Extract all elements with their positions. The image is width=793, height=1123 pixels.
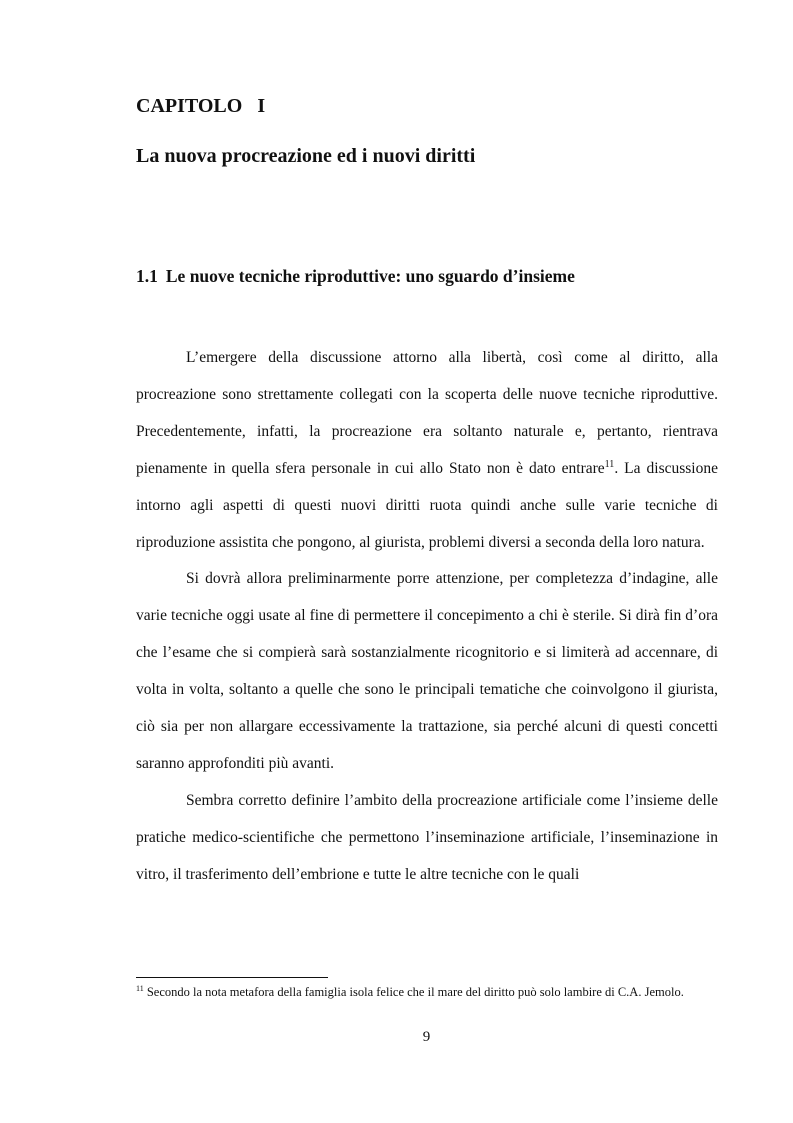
footnote <box>136 984 718 1000</box>
paragraph-1-text: L’emergere della discussione attorno alla libertà, così come al diritto, alla procreazione sono strettamente collegati con la scoperta delle nuove tecniche riproduttive. Precedentemente, infatti, la procreazione era soltanto naturale e, pertanto, rientrava pienamente in quella sfera personale in cui allo Stato non è dato entrare <box>136 349 718 477</box>
page-number: 9 <box>422 1029 431 1045</box>
body-text <box>136 340 718 894</box>
paragraph-3: Sembra corretto definire l’ambito della procreazione artificiale come l’insieme delle pratiche medico-scientifiche che permettono l’inseminazione artificiale, l’inseminazione in vitro, il trasferimento dell’embrione e tutte le altre tecniche con le quali <box>136 791 718 883</box>
footnote-divider <box>136 977 328 978</box>
chapter-title: La nuova procreazione ed i nuovi diritti <box>136 145 476 167</box>
section-heading <box>136 266 575 287</box>
chapter-label: CAPITOLO I <box>136 95 266 117</box>
footnote-text: Secondo la nota metafora della famiglia isola felice che il mare del diritto può solo lambire di C.A. Jemolo. <box>143 985 684 999</box>
footnote-reference[interactable]: 11 <box>604 458 615 470</box>
paragraph-1 <box>136 340 718 561</box>
section-title: Le nuove tecniche riproduttive: uno sguardo d’insieme <box>165 266 575 286</box>
footnote-number: 11 <box>136 983 144 993</box>
paragraph-1-continuation: . La discussione intorno agli aspetti di questi nuovi diritti ruota quindi anche sulle varie tecniche di riproduzione assistita che pongono, al giurista, problemi diversi a seconda della loro natura. <box>136 459 718 551</box>
paragraph-2: Si dovrà allora preliminarmente porre attenzione, per completezza d’indagine, alle varie tecniche oggi usate al fine di permettere il concepimento a chi è sterile. Si dirà fin d’ora che l’esame che si compierà sarà sostanzialmente ricognitorio e si limiterà ad accennare, di volta in volta, soltanto a quelle che sono le principali tematiche che coinvolgono il giurista, ciò sia per non allargare eccessivamente la trattazione, sia perché alcuni di questi concetti saranno approfonditi più avanti. <box>136 570 718 772</box>
section-number: 1.1 <box>136 266 158 286</box>
